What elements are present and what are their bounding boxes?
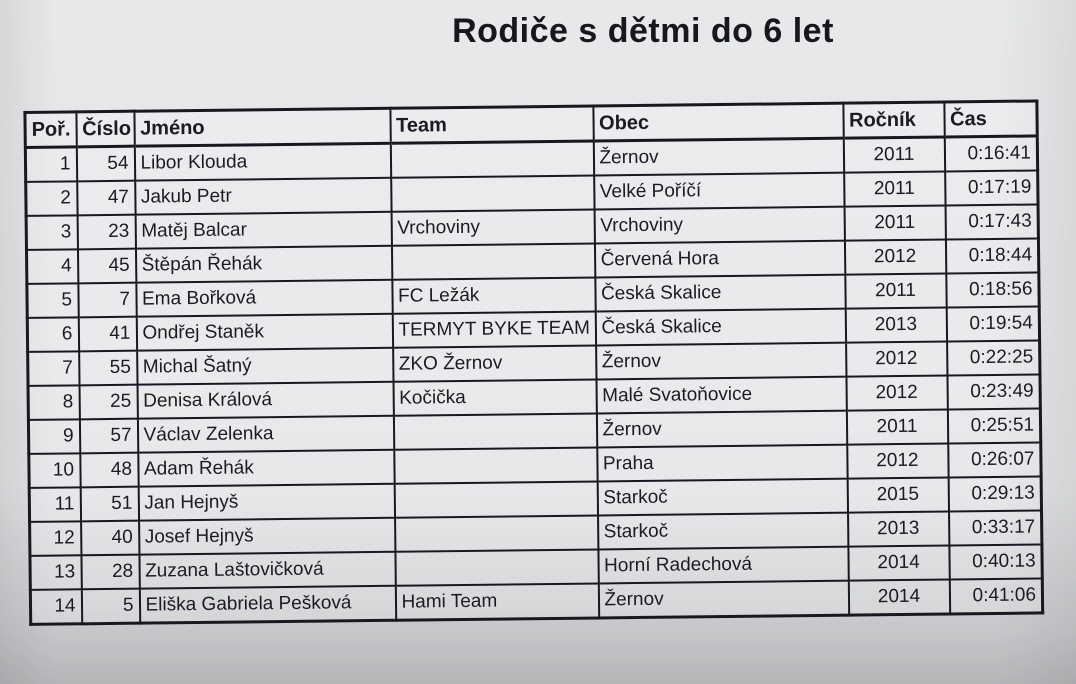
results-body <box>25 136 1042 624</box>
cell-por: 6 <box>27 317 78 352</box>
cell-team <box>391 243 594 279</box>
results-sheet <box>0 99 1076 626</box>
column-header-cas: Čas <box>944 101 1037 137</box>
cell-rocnik: 2011 <box>845 273 946 308</box>
cell-cislo: 54 <box>76 146 134 181</box>
cell-por: 9 <box>28 419 79 454</box>
column-header-por: Poř. <box>25 112 76 148</box>
cell-por: 5 <box>27 283 78 318</box>
cell-obec: Žernov <box>598 581 848 618</box>
cell-obec: Česká Skalice <box>595 309 845 346</box>
cell-cislo: 48 <box>80 453 138 488</box>
cell-jmeno: Ema Bořková <box>136 280 392 317</box>
column-header-rocnik: Ročník <box>843 102 944 138</box>
cell-cas: 0:17:19 <box>945 170 1038 205</box>
cell-jmeno: Josef Hejnyš <box>139 518 395 555</box>
cell-rocnik: 2011 <box>846 409 947 444</box>
cell-cas: 0:25:51 <box>947 408 1040 443</box>
cell-team: ZKO Žernov <box>393 345 596 381</box>
cell-por: 14 <box>30 589 81 624</box>
cell-rocnik: 2012 <box>844 240 945 275</box>
cell-team: Vrchoviny <box>391 209 594 245</box>
cell-rocnik: 2014 <box>848 579 949 615</box>
page-title: Rodiče s dětmi do 6 let <box>452 12 834 50</box>
cell-team <box>390 141 593 178</box>
cell-obec: Červená Hora <box>594 241 844 278</box>
cell-team: FC Ležák <box>392 277 595 313</box>
cell-por: 3 <box>26 215 77 250</box>
cell-cislo: 5 <box>81 589 139 624</box>
cell-team <box>391 175 594 211</box>
cell-obec: Česká Skalice <box>595 275 845 312</box>
cell-cislo: 45 <box>77 249 135 284</box>
cell-jmeno: Štěpán Řehák <box>135 246 391 283</box>
cell-cislo: 41 <box>78 317 136 352</box>
cell-cislo: 28 <box>81 555 139 590</box>
cell-cislo: 7 <box>78 283 136 318</box>
cell-jmeno: Václav Zelenka <box>137 416 393 453</box>
cell-team: TERMYT BYKE TEAM <box>392 311 595 347</box>
column-header-obec: Obec <box>593 103 843 141</box>
cell-por: 2 <box>26 181 77 216</box>
cell-cislo: 57 <box>79 419 137 454</box>
cell-cislo: 55 <box>79 351 137 386</box>
column-header-cislo: Číslo <box>76 111 134 147</box>
cell-por: 7 <box>28 351 79 386</box>
cell-obec: Praha <box>597 445 847 482</box>
results-table <box>23 99 1044 625</box>
cell-team <box>395 549 598 585</box>
cell-cislo: 51 <box>80 487 138 522</box>
cell-cas: 0:18:44 <box>945 238 1038 273</box>
cell-team <box>395 515 598 551</box>
cell-cas: 0:33:17 <box>949 510 1042 545</box>
cell-por: 11 <box>29 487 80 522</box>
cell-rocnik: 2012 <box>847 443 948 478</box>
cell-obec: Žernov <box>596 411 846 448</box>
cell-team: Kočička <box>393 379 596 415</box>
cell-obec: Vrchoviny <box>594 207 844 244</box>
cell-por: 12 <box>30 521 81 556</box>
cell-jmeno: Libor Klouda <box>134 143 390 180</box>
cell-obec: Starkoč <box>597 479 847 516</box>
cell-rocnik: 2015 <box>847 477 948 512</box>
cell-obec: Žernov <box>596 343 846 380</box>
cell-obec: Malé Svatoňovice <box>596 377 846 414</box>
cell-por: 13 <box>30 555 81 590</box>
cell-cas: 0:41:06 <box>949 578 1042 614</box>
cell-jmeno: Jakub Petr <box>135 178 391 215</box>
cell-cas: 0:29:13 <box>948 476 1041 511</box>
cell-jmeno: Eliška Gabriela Pešková <box>139 586 395 623</box>
cell-rocnik: 2012 <box>846 375 947 410</box>
cell-cislo: 40 <box>81 521 139 556</box>
cell-rocnik: 2013 <box>845 307 946 342</box>
cell-jmeno: Michal Šatný <box>137 348 393 385</box>
cell-cas: 0:16:41 <box>944 136 1037 172</box>
cell-obec: Starkoč <box>598 513 848 550</box>
cell-cas: 0:40:13 <box>949 544 1042 579</box>
cell-jmeno: Denisa Králová <box>137 382 393 419</box>
cell-rocnik: 2011 <box>844 206 945 241</box>
cell-team: Hami Team <box>395 583 598 620</box>
cell-cas: 0:17:43 <box>945 204 1038 239</box>
cell-team <box>393 413 596 449</box>
cell-jmeno: Adam Řehák <box>138 450 394 487</box>
cell-cas: 0:19:54 <box>946 306 1039 341</box>
cell-jmeno: Jan Hejnyš <box>138 484 394 521</box>
cell-cas: 0:26:07 <box>948 442 1041 477</box>
cell-rocnik: 2014 <box>848 545 949 580</box>
column-header-team: Team <box>390 106 593 143</box>
cell-por: 4 <box>26 249 77 284</box>
cell-obec: Žernov <box>593 138 843 175</box>
cell-por: 8 <box>28 385 79 420</box>
cell-cas: 0:18:56 <box>946 272 1039 307</box>
cell-cas: 0:23:49 <box>947 374 1040 409</box>
cell-obec: Velké Poříčí <box>594 173 844 210</box>
cell-jmeno: Zuzana Laštovičková <box>139 552 395 589</box>
cell-team <box>394 447 597 483</box>
cell-rocnik: 2012 <box>846 341 947 376</box>
cell-rocnik: 2013 <box>848 511 949 546</box>
cell-por: 1 <box>25 147 76 182</box>
cell-team <box>394 481 597 517</box>
cell-cislo: 47 <box>77 181 135 216</box>
cell-obec: Horní Radechová <box>598 547 848 584</box>
cell-cas: 0:22:25 <box>947 340 1040 375</box>
cell-por: 10 <box>29 453 80 488</box>
cell-cislo: 23 <box>77 215 135 250</box>
cell-jmeno: Matěj Balcar <box>135 212 391 249</box>
cell-rocnik: 2011 <box>844 172 945 207</box>
column-header-jmeno: Jméno <box>134 108 390 146</box>
cell-rocnik: 2011 <box>843 137 944 173</box>
cell-cislo: 25 <box>79 385 137 420</box>
cell-jmeno: Ondřej Staněk <box>136 314 392 351</box>
